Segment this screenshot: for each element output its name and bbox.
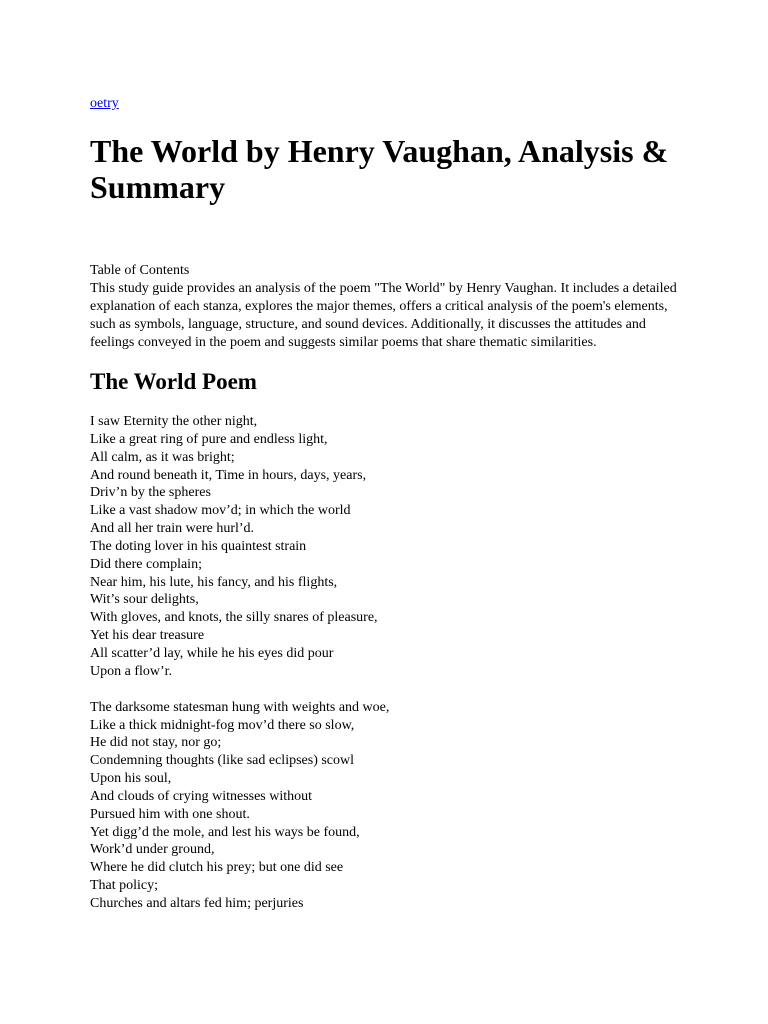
poem-line: That policy;	[90, 878, 159, 894]
poem-line: And round beneath it, Time in hours, days, years,	[90, 467, 367, 483]
poem-line: Like a great ring of pure and endless light,	[90, 431, 328, 447]
poem-line: And all her train were hurl’d.	[90, 521, 255, 537]
poem-line: With gloves, and knots, the silly snares of pleasure,	[90, 610, 378, 626]
poem-stanza-2	[90, 699, 690, 913]
breadcrumb-link[interactable]: oetry	[90, 96, 119, 111]
poem-line: Driv’n by the spheres	[90, 485, 211, 501]
poem-line: Wit’s sour delights,	[90, 592, 199, 608]
poem-line: Did there complain;	[90, 556, 202, 572]
poem-line: Upon his soul,	[90, 771, 172, 787]
poem-line: Like a thick midnight-fog mov’d there so slow,	[90, 717, 355, 733]
poem-line: All calm, as it was bright;	[90, 449, 235, 465]
poem-line: The doting lover in his quaintest strain	[90, 538, 307, 554]
poem-line: Yet his dear treasure	[90, 628, 205, 644]
poem-line: Upon a flow’r.	[90, 663, 173, 679]
poem-stanza-1	[90, 413, 690, 681]
poem-line: Near him, his lute, his fancy, and his flights,	[90, 574, 338, 590]
poem-line: Pursued him with one shout.	[90, 806, 250, 822]
poem-line: He did not stay, nor go;	[90, 735, 222, 751]
table-of-contents-label[interactable]: Table of Contents	[90, 263, 190, 278]
poem-heading: The World Poem	[90, 369, 257, 394]
poem-line: All scatter’d lay, while he his eyes did pour	[90, 645, 334, 661]
poem-line: Like a vast shadow mov’d; in which the world	[90, 503, 351, 519]
poem-line: I saw Eternity the other night,	[90, 414, 258, 429]
poem-line: And clouds of crying witnesses without	[90, 788, 313, 804]
poem-line: Condemning thoughts (like sad eclipses) scowl	[90, 753, 355, 769]
poem-line: Yet digg’d the mole, and lest his ways be found,	[90, 824, 360, 840]
poem-line: Where he did clutch his prey; but one did see	[90, 860, 344, 876]
page-title: The World by Henry Vaughan, Analysis & Summary	[90, 133, 669, 205]
poem-line: The darksome statesman hung with weights and woe,	[90, 699, 390, 715]
poem-line: Churches and altars fed him; perjuries	[90, 895, 304, 911]
poem-line: Work’d under ground,	[90, 842, 215, 858]
intro-paragraph: This study guide provides an analysis of the poem "The World" by Henry Vaughan. It includes a detailed explanation of each stanza, explores the major themes, offers a critical analysis of the poem's elements, such as symbols, language, structure, and sound devices. Additionally, it discusses the attitudes and feelings conveyed in the poem and suggests similar poems that share thematic similarities.	[90, 281, 677, 350]
document-page	[90, 94, 690, 913]
